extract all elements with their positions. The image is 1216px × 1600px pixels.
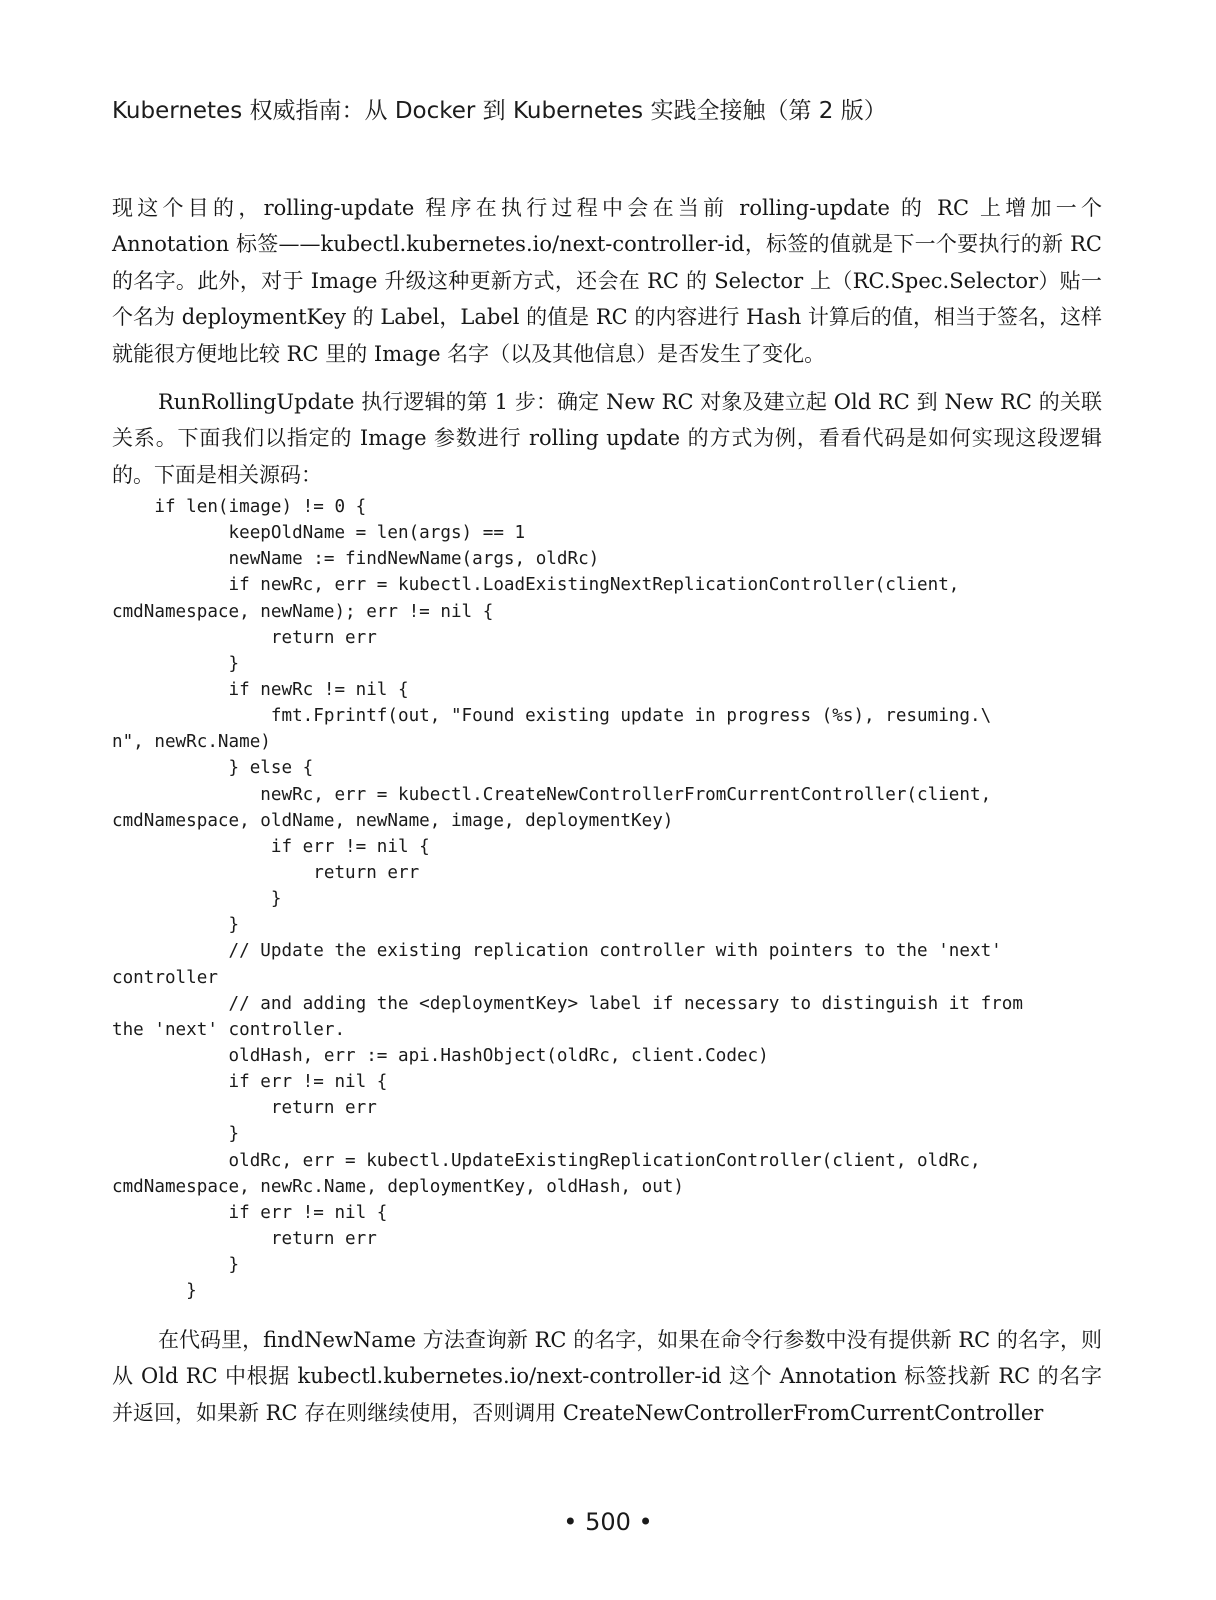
code-line: return err — [112, 1228, 377, 1249]
code-line: controller — [112, 967, 218, 988]
code-line: oldHash, err := api.HashObject(oldRc, client.Codec) — [112, 1045, 769, 1066]
code-line: the 'next' controller. — [112, 1019, 346, 1040]
code-line: cmdNamespace, newName); err != nil { — [112, 601, 494, 622]
code-line: cmdNamespace, oldName, newName, image, deploymentKey) — [112, 810, 674, 831]
code-line: } else { — [112, 758, 314, 779]
code-listing — [112, 494, 1102, 1304]
code-line: cmdNamespace, newRc.Name, deploymentKey, oldHash, out) — [112, 1176, 684, 1197]
code-line: oldRc, err = kubectl.UpdateExistingReplicationController(client, oldRc, — [112, 1150, 981, 1171]
code-line: fmt.Fprintf(out, "Found existing update in progress (%s), resuming.\ — [112, 706, 992, 727]
code-line: if len(image) != 0 { — [112, 497, 367, 517]
code-line: } — [112, 653, 240, 674]
code-line: return err — [112, 1098, 377, 1119]
code-line: // Update the existing replication controller with pointers to the 'next' — [112, 941, 1002, 962]
code-line: if newRc != nil { — [112, 679, 409, 700]
code-line: if err != nil { — [112, 1202, 388, 1223]
code-line: return err — [112, 862, 420, 883]
code-line: if err != nil { — [112, 836, 430, 857]
code-line: } — [112, 1255, 240, 1276]
page-number: • 500 • — [563, 1508, 653, 1536]
code-line: // and adding the <deploymentKey> label if necessary to distinguish it from — [112, 993, 1023, 1014]
paragraph-rolling-update-step-1: RunRollingUpdate 执行逻辑的第 1 步：确定 New RC 对象及建立起 Old RC 到 New RC 的关联关系。下面我们以指定的 Image 参数进行 rolling update 的方式为例，看看代码是如何实现这段逻辑的。下面是相关源码： — [112, 390, 1102, 487]
running-header: Kubernetes 权威指南：从 Docker 到 Kubernetes 实践全接触（第 2 版） — [112, 98, 887, 124]
code-line: } — [112, 1124, 240, 1145]
paragraph-find-new-name: 在代码里，findNewName 方法查询新 RC 的名字，如果在命令行参数中没有提供新 RC 的名字，则从 Old RC 中根据 kubectl.kubernetes.io/next-controller-id 这个 Annotation 标签找新 RC 的名字并返回，如果新 RC 存在则继续使用，否则调用 CreateNewControllerFromCurrentController — [112, 1328, 1102, 1425]
code-line: } — [112, 889, 282, 910]
paragraph-continuation: 现这个目的，rolling-update 程序在执行过程中会在当前 rolling-update 的 RC 上增加一个 Annotation 标签——kubectl.kubernetes.io/next-controller-id，标签的值就是下一个要执行的新 RC 的名字。此外，对于 Image 升级这种更新方式，还会在 RC 的 Selector 上（RC.Spec.Selector）贴一个名为 deploymentKey 的 Label，Label 的值是 RC 的内容进行 Hash 计算后的值，相当于签名，这样就能很方便地比较 RC 里的 Image 名字（以及其他信息）是否发生了变化。 — [112, 196, 1102, 366]
code-line: return err — [112, 627, 377, 648]
code-line: if err != nil { — [112, 1072, 388, 1093]
code-line: newName := findNewName(args, oldRc) — [112, 549, 600, 570]
code-line: newRc, err = kubectl.CreateNewControllerFromCurrentController(client, — [112, 784, 992, 805]
code-line: keepOldName = len(args) == 1 — [112, 523, 526, 544]
code-line: } — [112, 1281, 197, 1302]
code-line: n", newRc.Name) — [112, 732, 271, 753]
code-line: if newRc, err = kubectl.LoadExistingNextReplicationController(client, — [112, 575, 960, 596]
code-line: } — [112, 915, 240, 936]
